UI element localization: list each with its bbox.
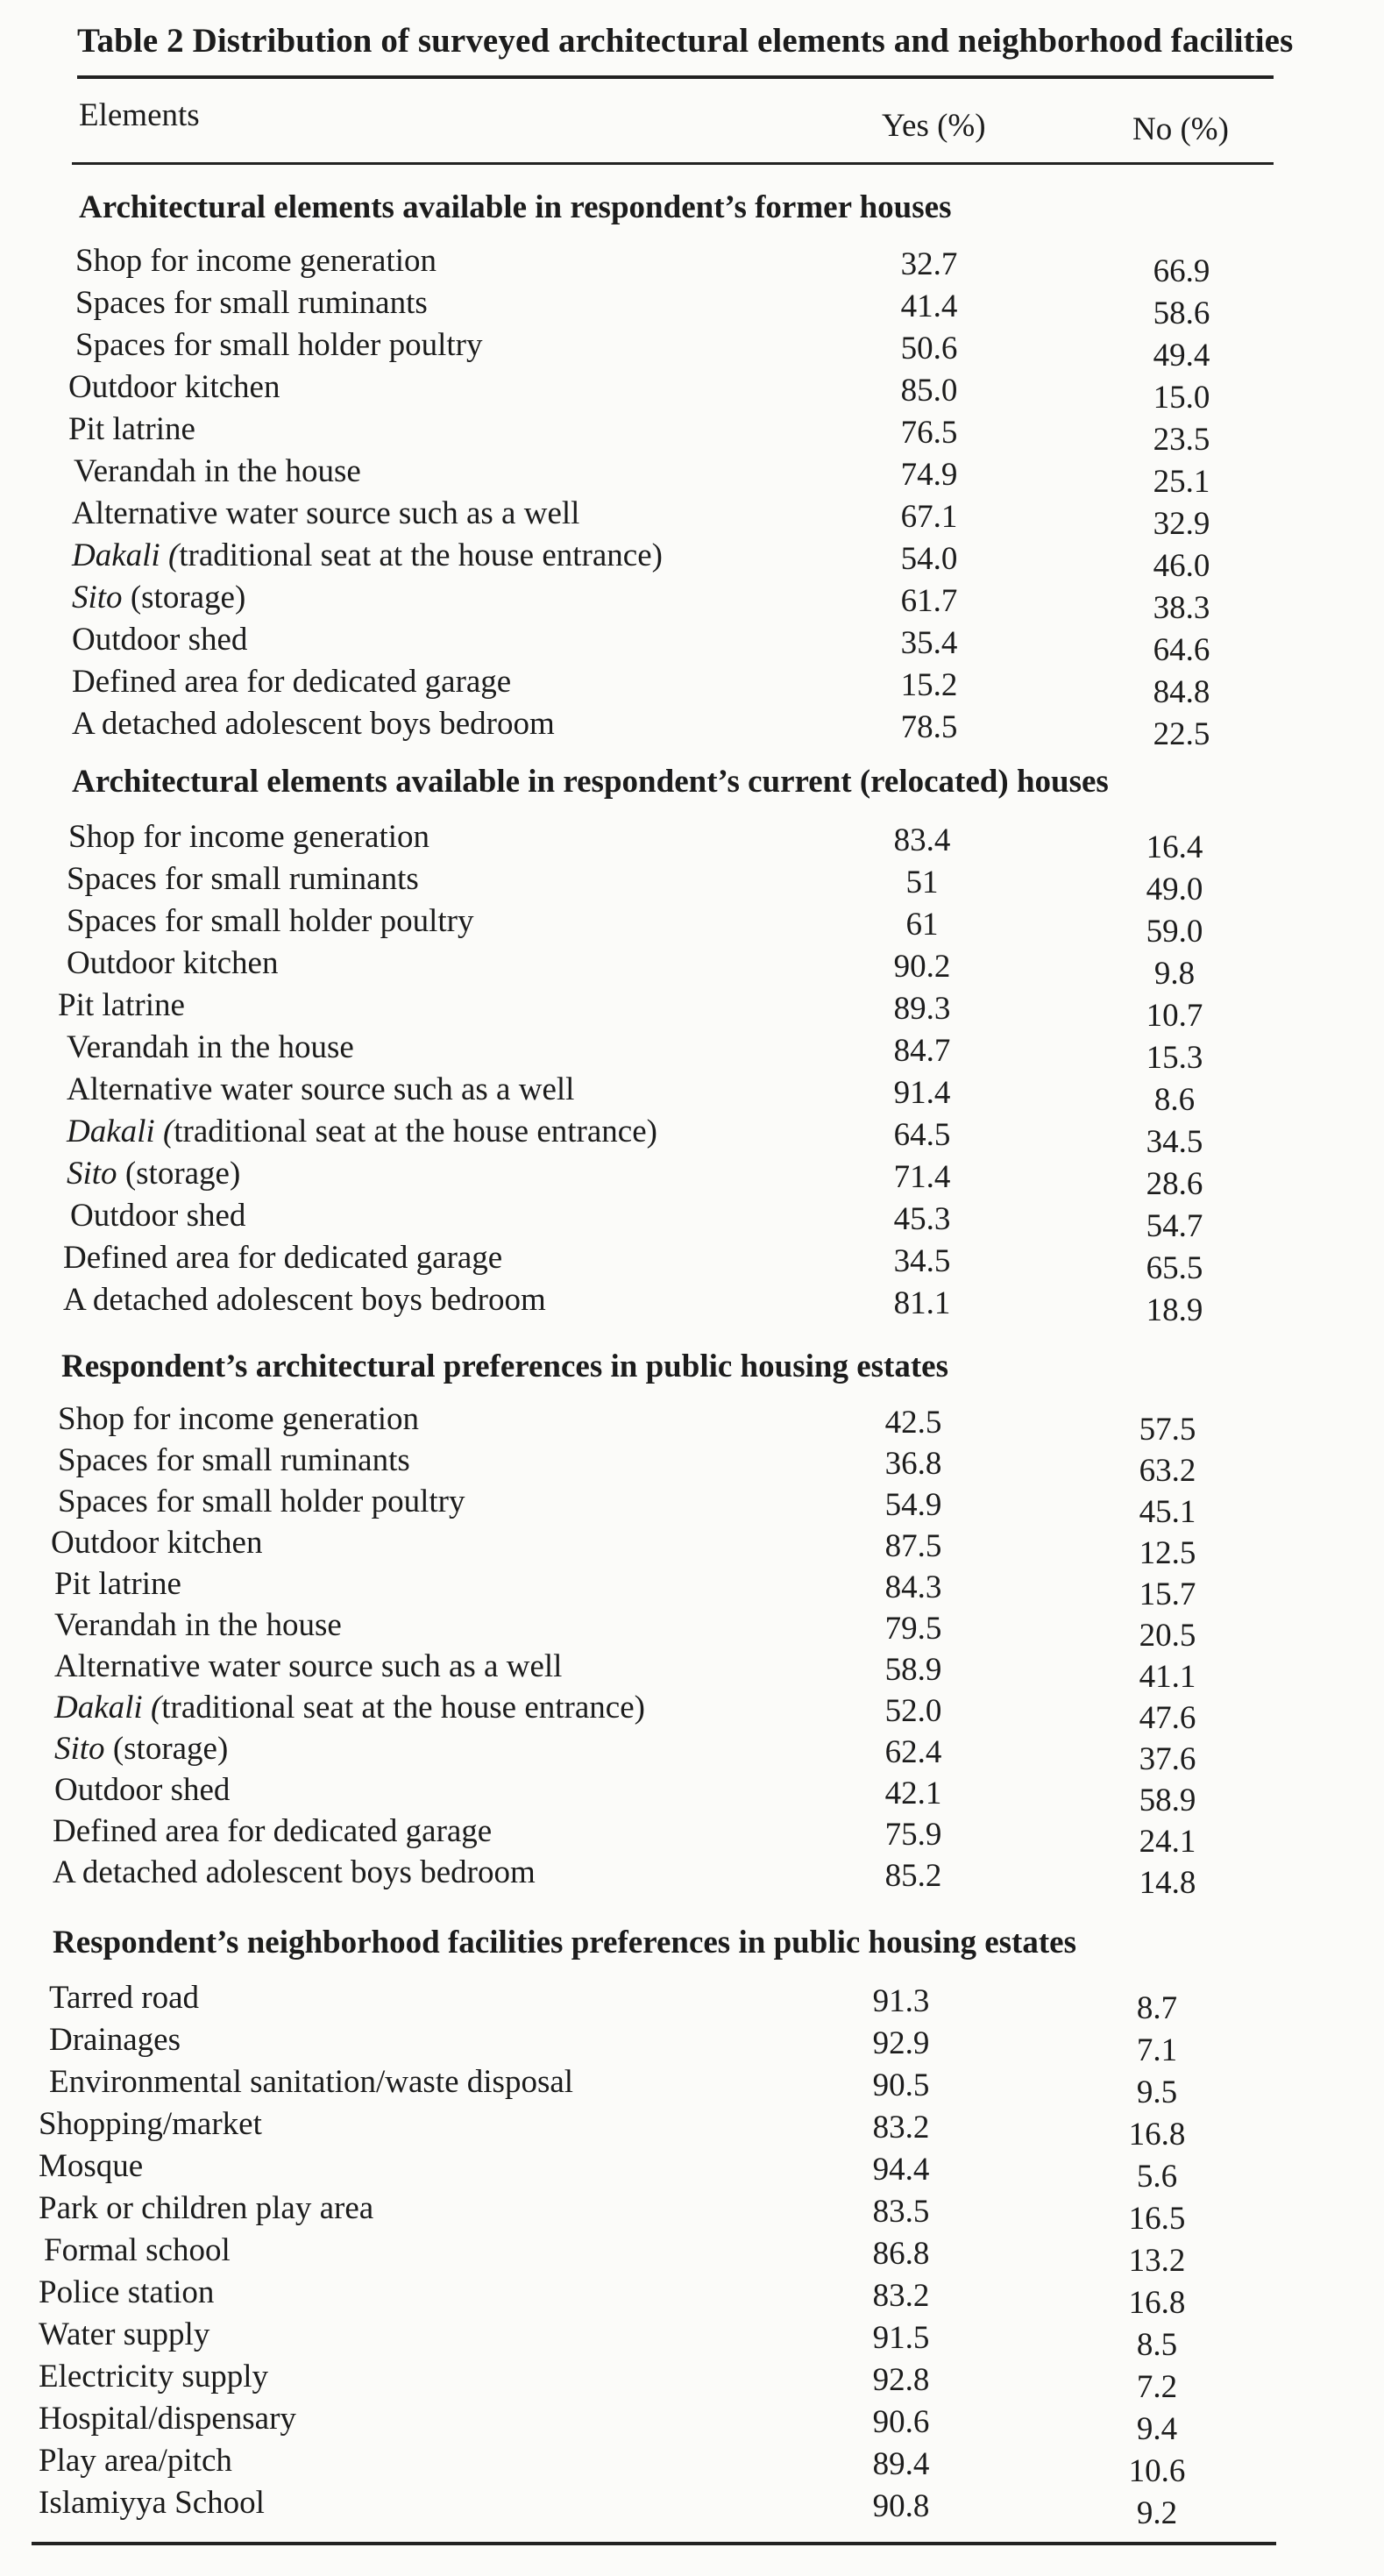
- row-label-text: (storage): [104, 1731, 229, 1767]
- no-percent: 84.8: [1153, 674, 1210, 710]
- no-percent: 14.8: [1139, 1865, 1196, 1901]
- table-row: [0, 902, 1384, 950]
- yes-percent: 42.5: [884, 1405, 942, 1441]
- row-label: [49, 2021, 181, 2059]
- yes-percent: 92.9: [872, 2025, 930, 2061]
- row-label: [67, 1155, 240, 1192]
- row-label-text: Outdoor shed: [72, 622, 248, 658]
- no-percent: 58.9: [1139, 1783, 1196, 1818]
- no-percent: 9.8: [1153, 956, 1196, 992]
- no-percent: 16.8: [1128, 2117, 1186, 2153]
- table-row: [0, 663, 1384, 710]
- row-label: [72, 705, 555, 743]
- no-percent: 41.1: [1139, 1659, 1196, 1695]
- yes-percent: 85.2: [884, 1858, 942, 1894]
- row-label-text: Outdoor shed: [54, 1772, 231, 1808]
- yes-percent: 61.7: [900, 583, 958, 619]
- table-row: [0, 2442, 1384, 2489]
- yes-percent: 67.1: [900, 499, 958, 535]
- section-title: Respondent’s architectural preferences in public housing estates: [61, 1348, 949, 1384]
- table-row: [0, 1854, 1384, 1901]
- table-row: [0, 1689, 1384, 1736]
- row-label: [49, 1979, 199, 2017]
- row-label: [75, 326, 482, 364]
- table-row: [0, 2400, 1384, 2447]
- table-row: [0, 2063, 1384, 2110]
- yes-percent: 54.0: [900, 541, 958, 577]
- yes-percent: 15.2: [900, 667, 958, 703]
- row-label: [68, 368, 280, 406]
- row-label: [58, 1441, 410, 1479]
- table-row: [0, 1483, 1384, 1530]
- row-label: [72, 537, 663, 574]
- no-percent: 9.5: [1136, 2074, 1178, 2110]
- no-percent: 23.5: [1153, 422, 1210, 458]
- table-row: [0, 621, 1384, 668]
- no-percent: 37.6: [1139, 1741, 1196, 1777]
- row-label-text: A detached adolescent boys bedroom: [53, 1854, 536, 1890]
- table-row: [0, 2274, 1384, 2321]
- row-label-text: Spaces for small holder poultry: [75, 327, 483, 363]
- table-row: [0, 1281, 1384, 1328]
- table-row: [0, 2021, 1384, 2068]
- yes-percent: 50.6: [900, 331, 958, 366]
- no-percent: 22.5: [1153, 716, 1210, 752]
- table-row: [0, 860, 1384, 907]
- no-percent: 49.4: [1153, 338, 1210, 374]
- row-label: [72, 579, 245, 616]
- row-label-text: Drainages: [49, 2022, 181, 2058]
- row-label: [54, 1647, 562, 1685]
- row-label-text: (storage): [122, 580, 246, 616]
- no-percent: 10.6: [1128, 2453, 1186, 2489]
- table-caption: Table 2 Distribution of surveyed architectural elements and neighborhood facilities: [77, 22, 1294, 60]
- row-label-text: Mosque: [39, 2148, 144, 2184]
- no-percent: 8.6: [1153, 1082, 1196, 1118]
- row-label: [67, 1071, 574, 1108]
- row-label-text: Alternative water source such as a well: [67, 1071, 575, 1107]
- row-label: [67, 860, 419, 898]
- no-percent: 20.5: [1139, 1618, 1196, 1654]
- yes-percent: 83.4: [893, 822, 951, 858]
- yes-percent: 32.7: [900, 246, 958, 282]
- table-row: [0, 1113, 1384, 1160]
- table-row: [0, 2484, 1384, 2531]
- row-label-text: Hospital/dispensary: [39, 2401, 296, 2437]
- row-label: [39, 2400, 296, 2437]
- no-percent: 65.5: [1146, 1250, 1203, 1286]
- table-row: [0, 1606, 1384, 1654]
- table-row: [0, 1197, 1384, 1244]
- table-row: [0, 2316, 1384, 2363]
- row-label: [58, 1400, 419, 1438]
- row-label-text: (storage): [117, 1156, 241, 1192]
- row-label-text: Electricity supply: [39, 2359, 269, 2395]
- table-row: [0, 495, 1384, 542]
- yes-percent: 52.0: [884, 1693, 942, 1729]
- row-label-text: Spaces for small ruminants: [75, 285, 428, 321]
- row-label-text: Shop for income generation: [75, 243, 437, 279]
- table-row: [0, 986, 1384, 1034]
- yes-percent: 90.5: [872, 2067, 930, 2103]
- header-rule: [72, 162, 1274, 165]
- table-row: [0, 1524, 1384, 1571]
- row-label: [39, 2274, 214, 2311]
- no-percent: 59.0: [1146, 914, 1203, 950]
- row-label-text: Defined area for dedicated garage: [63, 1240, 503, 1276]
- yes-percent: 94.4: [872, 2152, 930, 2188]
- yes-percent: 83.2: [872, 2110, 930, 2145]
- row-label-text: traditional seat at the house entrance): [179, 537, 663, 573]
- no-percent: 15.7: [1139, 1576, 1196, 1612]
- row-label: [75, 284, 428, 322]
- row-label: [54, 1565, 181, 1603]
- row-label: [51, 1524, 262, 1562]
- row-label: [39, 2316, 209, 2353]
- row-label-text: Shop for income generation: [58, 1401, 420, 1437]
- yes-percent: 51: [905, 865, 939, 900]
- no-percent: 15.3: [1146, 1040, 1203, 1076]
- table-row: [0, 242, 1384, 289]
- row-label-italic: Sito: [72, 580, 123, 616]
- table-row: [0, 579, 1384, 626]
- row-label-text: Pit latrine: [68, 411, 195, 447]
- yes-percent: 89.4: [872, 2446, 930, 2482]
- row-label-text: Spaces for small ruminants: [67, 861, 419, 897]
- table-row: [0, 1979, 1384, 2026]
- row-label-text: Police station: [39, 2274, 215, 2310]
- row-label-italic: Dakali (: [67, 1114, 174, 1149]
- yes-percent: 90.6: [872, 2404, 930, 2440]
- no-percent: 7.1: [1136, 2032, 1178, 2068]
- no-percent: 49.0: [1146, 872, 1203, 907]
- header-yes: Yes (%): [882, 108, 986, 144]
- table-row: [0, 2358, 1384, 2405]
- no-percent: 16.8: [1128, 2285, 1186, 2321]
- yes-percent: 74.9: [900, 457, 958, 493]
- no-percent: 25.1: [1153, 464, 1210, 500]
- yes-percent: 36.8: [884, 1446, 942, 1482]
- row-label: [67, 902, 473, 940]
- row-label-text: Environmental sanitation/waste disposal: [49, 2064, 574, 2100]
- row-label: [63, 1239, 502, 1277]
- yes-percent: 87.5: [884, 1528, 942, 1564]
- table-row: [0, 1812, 1384, 1860]
- no-percent: 15.0: [1153, 380, 1210, 416]
- row-label-text: Play area/pitch: [39, 2443, 232, 2479]
- yes-percent: 91.4: [893, 1075, 951, 1111]
- table-row: [0, 1155, 1384, 1202]
- table-row: [0, 537, 1384, 584]
- table-row: [0, 1565, 1384, 1612]
- row-label: [39, 2442, 232, 2480]
- row-label: [53, 1854, 536, 1891]
- table-row: [0, 452, 1384, 500]
- row-label: [72, 621, 247, 658]
- no-percent: 10.7: [1146, 998, 1203, 1034]
- yes-percent: 34.5: [893, 1243, 951, 1279]
- no-percent: 64.6: [1153, 632, 1210, 668]
- no-percent: 16.5: [1128, 2201, 1186, 2237]
- no-percent: 34.5: [1146, 1124, 1203, 1160]
- table-row: [0, 944, 1384, 992]
- row-label: [54, 1606, 342, 1644]
- table-row: [0, 1071, 1384, 1118]
- row-label: [39, 2147, 143, 2185]
- table-row: [0, 1441, 1384, 1489]
- bottom-rule: [32, 2542, 1276, 2545]
- yes-percent: 42.1: [884, 1775, 942, 1811]
- no-percent: 12.5: [1139, 1535, 1196, 1571]
- table-row: [0, 368, 1384, 416]
- row-label: [63, 1281, 546, 1319]
- no-percent: 32.9: [1153, 506, 1210, 542]
- row-label: [74, 452, 361, 490]
- yes-percent: 86.8: [872, 2236, 930, 2272]
- table-row: [0, 410, 1384, 458]
- yes-percent: 81.1: [893, 1285, 951, 1321]
- row-label-text: Formal school: [44, 2232, 231, 2268]
- row-label-text: Alternative water source such as a well: [72, 495, 580, 531]
- row-label-text: Verandah in the house: [54, 1607, 342, 1643]
- row-label: [54, 1730, 228, 1768]
- row-label-text: A detached adolescent boys bedroom: [63, 1282, 546, 1318]
- no-percent: 66.9: [1153, 253, 1210, 289]
- section-title: Respondent’s neighborhood facilities preferences in public housing estates: [53, 1925, 1076, 1960]
- row-label: [67, 1113, 657, 1150]
- yes-percent: 84.7: [893, 1033, 951, 1069]
- row-label-italic: Dakali (: [72, 537, 180, 573]
- row-label-text: Shop for income generation: [68, 819, 430, 855]
- row-label-text: Islamiyya School: [39, 2485, 265, 2521]
- row-label-text: Alternative water source such as a well: [54, 1648, 563, 1684]
- no-percent: 8.5: [1136, 2327, 1178, 2363]
- row-label: [44, 2231, 231, 2269]
- table-row: [0, 1647, 1384, 1695]
- no-percent: 58.6: [1153, 295, 1210, 331]
- section-title: Architectural elements available in respondent’s current (relocated) houses: [72, 764, 1109, 800]
- no-percent: 5.6: [1136, 2159, 1178, 2195]
- yes-percent: 78.5: [900, 709, 958, 745]
- table-row: [0, 1239, 1384, 1286]
- yes-percent: 35.4: [900, 625, 958, 661]
- row-label: [70, 1197, 245, 1235]
- yes-percent: 91.3: [872, 1983, 930, 2019]
- row-label: [68, 818, 429, 856]
- no-percent: 57.5: [1139, 1412, 1196, 1448]
- row-label: [54, 1771, 230, 1809]
- row-label-italic: Sito: [54, 1731, 105, 1767]
- yes-percent: 54.9: [884, 1487, 942, 1523]
- row-label-text: A detached adolescent boys bedroom: [72, 706, 555, 742]
- row-label-text: Verandah in the house: [74, 453, 361, 489]
- no-percent: 45.1: [1139, 1494, 1196, 1530]
- row-label: [58, 1483, 465, 1520]
- yes-percent: 45.3: [893, 1201, 951, 1237]
- row-label: [72, 495, 579, 532]
- yes-percent: 64.5: [893, 1117, 951, 1153]
- row-label-text: Defined area for dedicated garage: [72, 664, 512, 700]
- yes-percent: 90.8: [872, 2488, 930, 2524]
- row-label: [67, 944, 278, 982]
- table-row: [0, 2189, 1384, 2237]
- section-title: Architectural elements available in respondent’s former houses: [79, 189, 952, 225]
- yes-percent: 84.3: [884, 1569, 942, 1605]
- row-label: [39, 2189, 373, 2227]
- yes-percent: 89.3: [893, 991, 951, 1027]
- row-label-text: Outdoor kitchen: [67, 945, 279, 981]
- no-percent: 9.2: [1136, 2495, 1178, 2531]
- row-label-text: Shopping/market: [39, 2106, 262, 2142]
- row-label: [72, 663, 511, 701]
- table-row: [0, 705, 1384, 752]
- row-label: [39, 2358, 268, 2395]
- table-row: [0, 2231, 1384, 2279]
- no-percent: 9.4: [1136, 2411, 1178, 2447]
- row-label-text: traditional seat at the house entrance): [174, 1114, 657, 1149]
- row-label: [53, 1812, 492, 1850]
- no-percent: 46.0: [1153, 548, 1210, 584]
- yes-percent: 79.5: [884, 1611, 942, 1647]
- row-label-text: Spaces for small holder poultry: [67, 903, 474, 939]
- no-percent: 18.9: [1146, 1292, 1203, 1328]
- row-label: [67, 1028, 354, 1066]
- no-percent: 16.4: [1146, 829, 1203, 865]
- table-row: [0, 1400, 1384, 1448]
- yes-percent: 85.0: [900, 373, 958, 409]
- row-label: [58, 986, 185, 1024]
- row-label-text: Pit latrine: [54, 1566, 181, 1602]
- table-row: [0, 1028, 1384, 1076]
- row-label-italic: Sito: [67, 1156, 117, 1192]
- no-percent: 38.3: [1153, 590, 1210, 626]
- table-row: [0, 2105, 1384, 2153]
- row-label-text: Outdoor kitchen: [68, 369, 280, 405]
- yes-percent: 83.5: [872, 2194, 930, 2230]
- header-elements: Elements: [79, 97, 200, 133]
- table-row: [0, 284, 1384, 331]
- header-no: No (%): [1132, 111, 1229, 147]
- yes-percent: 90.2: [893, 949, 951, 985]
- no-percent: 63.2: [1139, 1453, 1196, 1489]
- row-label-text: Defined area for dedicated garage: [53, 1813, 493, 1849]
- row-label-text: Tarred road: [49, 1980, 199, 2016]
- yes-percent: 71.4: [893, 1159, 951, 1195]
- table-row: [0, 1730, 1384, 1777]
- row-label-text: Water supply: [39, 2316, 210, 2352]
- no-percent: 7.2: [1136, 2369, 1178, 2405]
- table-row: [0, 2147, 1384, 2195]
- row-label: [75, 242, 436, 280]
- row-label: [49, 2063, 573, 2101]
- row-label-italic: Dakali (: [54, 1690, 162, 1726]
- no-percent: 28.6: [1146, 1166, 1203, 1202]
- yes-percent: 92.8: [872, 2362, 930, 2398]
- row-label: [68, 410, 195, 448]
- row-label-text: Spaces for small holder poultry: [58, 1484, 465, 1519]
- yes-percent: 91.5: [872, 2320, 930, 2356]
- no-percent: 54.7: [1146, 1208, 1203, 1244]
- no-percent: 47.6: [1139, 1700, 1196, 1736]
- yes-percent: 76.5: [900, 415, 958, 451]
- yes-percent: 75.9: [884, 1817, 942, 1853]
- yes-percent: 58.9: [884, 1652, 942, 1688]
- yes-percent: 61: [905, 907, 939, 943]
- table-row: [0, 1771, 1384, 1818]
- table-row: [0, 818, 1384, 865]
- top-rule: [77, 75, 1274, 79]
- no-percent: 8.7: [1136, 1990, 1178, 2026]
- row-label-text: Spaces for small ruminants: [58, 1442, 410, 1478]
- row-label-text: Outdoor kitchen: [51, 1525, 263, 1561]
- row-label: [54, 1689, 645, 1726]
- yes-percent: 41.4: [900, 288, 958, 324]
- table-row: [0, 326, 1384, 374]
- no-percent: 24.1: [1139, 1824, 1196, 1860]
- row-label-text: Park or children play area: [39, 2190, 374, 2226]
- row-label: [39, 2105, 262, 2143]
- row-label-text: traditional seat at the house entrance): [161, 1690, 645, 1726]
- row-label-text: Verandah in the house: [67, 1029, 354, 1065]
- yes-percent: 83.2: [872, 2278, 930, 2314]
- yes-percent: 62.4: [884, 1734, 942, 1770]
- no-percent: 13.2: [1128, 2243, 1186, 2279]
- row-label-text: Pit latrine: [58, 987, 185, 1023]
- row-label: [39, 2484, 265, 2522]
- row-label-text: Outdoor shed: [70, 1198, 246, 1234]
